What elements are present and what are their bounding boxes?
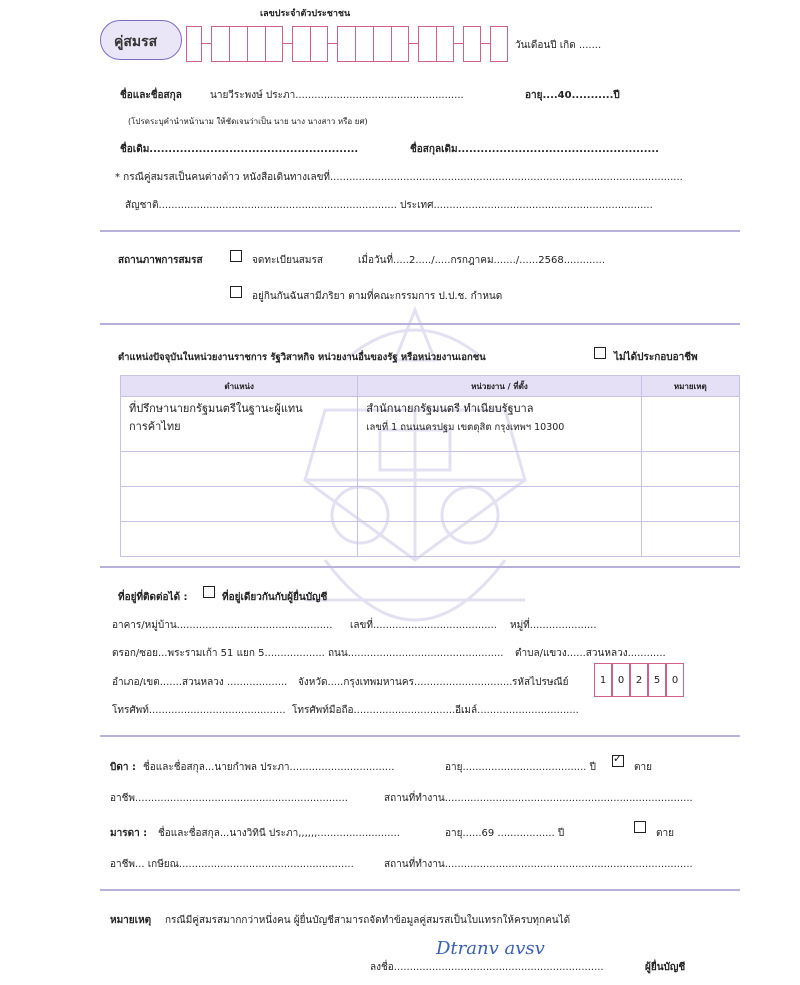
father-deceased-checkbox[interactable] [612, 755, 624, 767]
zip-digit-4[interactable]: 5 [648, 663, 666, 697]
note-label: หมายเหตุ [110, 915, 152, 926]
agency-cell-line2: เลขที่ 1 ถนนนครปฐม เขตดุสิต กรุงเทพฯ 10300 [366, 422, 565, 433]
building-field[interactable]: อาคาร/หมู่บ้าน................................................. [112, 620, 333, 631]
foreign-passport-note[interactable]: * กรณีคู่สมรสเป็นคนต่างด้าว หนังสือเดินทางเลขที่............................................................................................................... [115, 172, 683, 183]
email-field[interactable]: อีเมล์................................ [455, 705, 579, 716]
soi-field[interactable]: ตรอก/ซอย...พระรามเก้า 51 แยก 5................... [112, 648, 325, 659]
father-name-field[interactable]: ชื่อและชื่อสกุล...นายกำพล ประภา................................. [143, 762, 395, 773]
mother-age-field[interactable]: อายุ......69 .................. ปี [445, 828, 565, 839]
signature-line[interactable]: ลงชื่อ.................................................................. [370, 962, 604, 973]
house-no-field[interactable]: เลขที่....................................... [350, 620, 497, 631]
divider [100, 735, 740, 737]
address-label: ที่อยู่ที่ติดต่อได้ : [118, 592, 188, 603]
note-cell [641, 397, 739, 452]
province-field[interactable]: จังหวัด.....กรุงเทพมหานคร............................... [298, 677, 513, 688]
registered-marriage-checkbox[interactable] [230, 250, 242, 262]
title-hint: (โปรดระบุคำนำหน้านาม ให้ชัดเจนว่าเป็น นาย นาง นางสาว หรือ ยศ) [128, 117, 368, 126]
zip-label: รหัสไปรษณีย์ [512, 677, 569, 688]
cohabitation-label: อยู่กินกันฉันสามีภริยา ตามที่คณะกรรมการ ป.ป.ช. กำหนด [252, 291, 503, 302]
col-position: ตำแหน่ง [121, 376, 358, 397]
table-row [121, 397, 740, 452]
subdistrict-field[interactable]: ตำบล/แขวง......สวนหลวง............ [515, 648, 666, 659]
mother-deceased-label: ตาย [656, 828, 674, 839]
note-text: กรณีมีคู่สมรสมากกว่าหนึ่งคน ผู้ยื่นบัญชีสามารถจัดทำข้อมูลคู่สมรสเป็นใบแทรกให้ครบทุกคนได้ [165, 915, 571, 926]
father-label: บิดา : [110, 762, 136, 773]
divider [100, 889, 740, 891]
zip-digit-5[interactable]: 0 [666, 663, 684, 697]
mobile-field[interactable]: โทรศัพท์มือถือ................................... [292, 705, 465, 716]
col-agency: หน่วยงาน / ที่ตั้ง [358, 376, 641, 397]
mother-name-field[interactable]: ชื่อและชื่อสกุล...นางวิทินี ประภา,,,,,,.......................... [158, 828, 400, 839]
road-field[interactable]: ถนน................................................. [328, 648, 504, 659]
country-field[interactable]: ประเทศ..................................................................... [400, 200, 653, 211]
table-row [121, 522, 740, 557]
position-cell-line2: การค้าไทย [129, 420, 181, 433]
spouse-tab-label: คู่สมรส [114, 34, 158, 50]
age-field[interactable]: อายุ....40...........ปี [525, 90, 620, 101]
former-name-field[interactable]: ชื่อเดิม....................................................... [120, 144, 359, 155]
district-field[interactable]: อำเภอ/เขต.......สวนหลวง ................... [112, 677, 288, 688]
same-address-label: ที่อยู่เดียวกันกับผู้ยื่นบัญชี [222, 592, 328, 603]
former-surname-field[interactable]: ชื่อสกุลเดิม..................................................... [410, 144, 659, 155]
mother-label: มารดา : [110, 828, 148, 839]
mother-job-field[interactable]: อาชีพ... เกษียณ....................................................... [110, 859, 354, 870]
father-job-field[interactable]: อาชีพ................................................................... [110, 793, 348, 804]
table-row [121, 452, 740, 487]
divider [100, 230, 740, 232]
no-career-label: ไม่ได้ประกอบอาชีพ [614, 352, 698, 363]
cohabitation-checkbox[interactable] [230, 286, 242, 298]
nationality-field[interactable]: สัญชาติ........................................................................... [125, 200, 397, 211]
father-workplace-field[interactable]: สถานที่ทำงาน.............................................................................. [384, 793, 693, 804]
father-deceased-label: ตาย [634, 762, 652, 773]
position-heading: ตำแหน่งปัจจุบันในหน่วยงานราชการ รัฐวิสาหกิจ หน่วยงานอื่นของรัฐ หรือหน่วยงานเอกชน [118, 352, 486, 363]
phone-field[interactable]: โทรศัพท์........................................... [112, 705, 286, 716]
same-address-checkbox[interactable] [203, 586, 215, 598]
name-value[interactable]: นายวีระพงษ์ ประภา..................................................... [210, 90, 464, 101]
table-row [121, 487, 740, 522]
handwritten-signature: Dtranv avsv [436, 938, 545, 959]
father-age-field[interactable]: อายุ....................................... ปี [445, 762, 596, 773]
no-career-checkbox[interactable] [594, 347, 606, 359]
zip-digit-3[interactable]: 2 [630, 663, 648, 697]
col-note: หมายเหตุ [641, 376, 739, 397]
zip-digit-2[interactable]: 0 [612, 663, 630, 697]
registered-marriage-label: จดทะเบียนสมรส [252, 255, 323, 266]
zip-digit-1[interactable]: 1 [594, 663, 612, 697]
agency-cell-line1: สำนักนายกรัฐมนตรี ทำเนียบรัฐบาล [366, 402, 534, 415]
marriage-date-field[interactable]: เมื่อวันที่.....2...../.....กรกฎาคม......./......2568............. [358, 255, 606, 266]
moo-field[interactable]: หมู่ที่..................... [510, 620, 597, 631]
position-table [120, 375, 740, 557]
marital-status-label: สถานภาพการสมรส [118, 255, 203, 266]
divider [100, 566, 740, 568]
birth-date-label: วันเดือนปี เกิด ....... [515, 40, 602, 51]
position-cell-line1: ที่ปรึกษานายกรัฐมนตรีในฐานะผู้แทน [129, 402, 303, 415]
mother-deceased-checkbox[interactable] [634, 821, 646, 833]
id-number-label: เลขประจำตัวประชาชน [260, 9, 351, 19]
divider [100, 323, 740, 325]
mother-workplace-field[interactable]: สถานที่ทำงาน.............................................................................. [384, 859, 693, 870]
name-label: ชื่อและชื่อสกุล [120, 90, 182, 101]
filer-label: ผู้ยื่นบัญชี [645, 962, 686, 973]
